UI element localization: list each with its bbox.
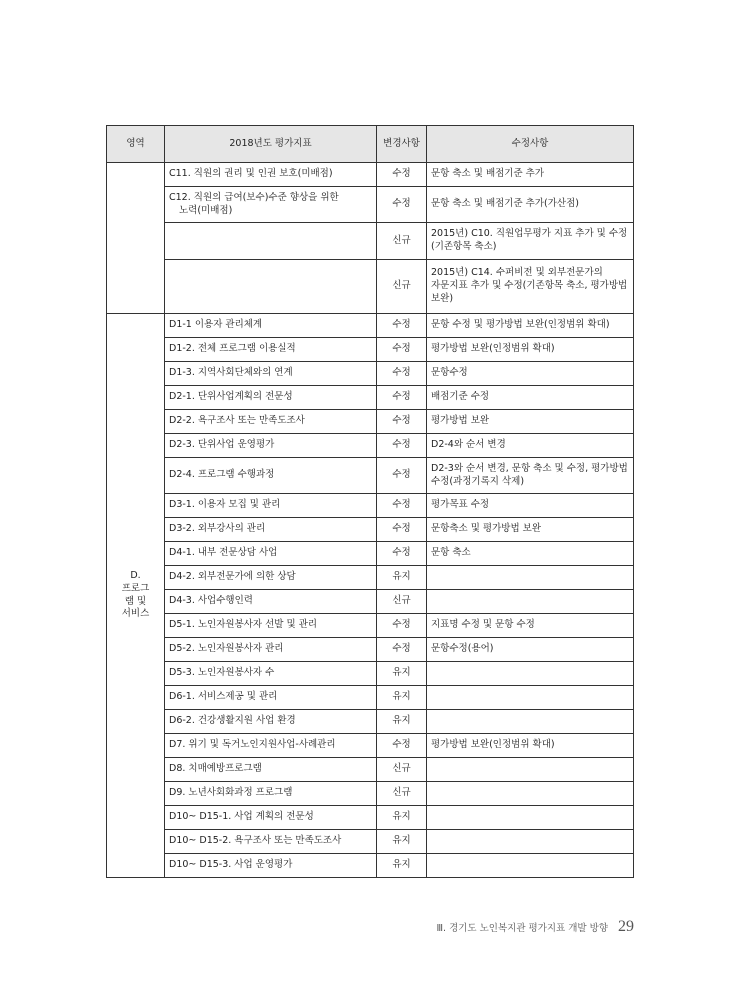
indicator-cell: D5-2. 노인자원봉사자 관리 xyxy=(165,638,377,662)
revision-cell: 문항수정(용어) xyxy=(427,638,634,662)
indicator-cell: D8. 치매예방프로그램 xyxy=(165,758,377,782)
change-cell: 수정 xyxy=(377,458,427,494)
change-cell: 유지 xyxy=(377,854,427,878)
revision-cell: 2015년) C10. 직원업무평가 지표 추가 및 수정(기존항목 축소) xyxy=(427,223,634,260)
table-row xyxy=(107,434,634,458)
revision-cell: 평가목표 수정 xyxy=(427,494,634,518)
area-cell-c xyxy=(107,163,165,314)
change-cell: 유지 xyxy=(377,686,427,710)
revision-cell xyxy=(427,854,634,878)
table-row xyxy=(107,686,634,710)
indicator-cell: D2-3. 단위사업 운영평가 xyxy=(165,434,377,458)
revision-cell xyxy=(427,566,634,590)
revision-cell: 배점기준 수정 xyxy=(427,386,634,410)
change-cell: 수정 xyxy=(377,434,427,458)
indicator-cell: D6-1. 서비스제공 및 관리 xyxy=(165,686,377,710)
table-row xyxy=(107,782,634,806)
table-row xyxy=(107,518,634,542)
header-change: 변경사항 xyxy=(377,126,427,163)
revision-cell: 문항 축소 xyxy=(427,542,634,566)
revision-cell: D2-3와 순서 변경, 문항 축소 및 수정, 평가방법 수정(과정기록지 삭제) xyxy=(427,458,634,494)
revision-cell xyxy=(427,830,634,854)
revision-cell: 문항축소 및 평가방법 보완 xyxy=(427,518,634,542)
header-revision: 수정사항 xyxy=(427,126,634,163)
area-cell-d xyxy=(107,314,165,878)
change-cell: 수정 xyxy=(377,314,427,338)
area-label-line: 서비스 xyxy=(121,608,150,620)
indicator-cell: C11. 직원의 권리 및 인권 보호(미배점) xyxy=(165,163,377,187)
table-row xyxy=(107,734,634,758)
indicator-line-cont: 노력(미배점) xyxy=(179,204,233,216)
change-cell: 신규 xyxy=(377,782,427,806)
table-row xyxy=(107,830,634,854)
change-cell: 수정 xyxy=(377,542,427,566)
change-cell: 수정 xyxy=(377,518,427,542)
revision-cell: 평가방법 보완(인정범위 확대) xyxy=(427,338,634,362)
revision-cell xyxy=(427,662,634,686)
change-cell: 유지 xyxy=(377,566,427,590)
revision-cell: 문항 수정 및 평가방법 보완(인정범위 확대) xyxy=(427,314,634,338)
revision-cell: 평가방법 보완(인정범위 확대) xyxy=(427,734,634,758)
revision-cell xyxy=(427,782,634,806)
table-row xyxy=(107,223,634,260)
indicator-cell: D10~ D15-1. 사업 계획의 전문성 xyxy=(165,806,377,830)
table-row xyxy=(107,458,634,494)
change-cell: 수정 xyxy=(377,410,427,434)
indicator-cell: D6-2. 건강생활지원 사업 환경 xyxy=(165,710,377,734)
indicator-cell: D5-1. 노인자원봉사자 선발 및 관리 xyxy=(165,614,377,638)
indicator-cell: D1-2. 전체 프로그램 이용실적 xyxy=(165,338,377,362)
table-row xyxy=(107,638,634,662)
table-row xyxy=(107,260,634,314)
change-cell: 수정 xyxy=(377,163,427,187)
change-cell: 신규 xyxy=(377,590,427,614)
table-row xyxy=(107,410,634,434)
table-row xyxy=(107,362,634,386)
revision-cell: 문항 축소 및 배점기준 추가 xyxy=(427,163,634,187)
change-cell: 수정 xyxy=(377,494,427,518)
table-header-row xyxy=(107,126,634,163)
indicator-cell: D10~ D15-2. 욕구조사 또는 만족도조사 xyxy=(165,830,377,854)
revision-cell xyxy=(427,590,634,614)
indicator-line: C12. 직원의 급여(보수)수준 향상을 위한 xyxy=(169,191,339,203)
table-row xyxy=(107,187,634,223)
table-row xyxy=(107,758,634,782)
change-cell: 수정 xyxy=(377,386,427,410)
indicator-cell: D2-4. 프로그램 수행과정 xyxy=(165,458,377,494)
change-cell: 유지 xyxy=(377,806,427,830)
indicator-cell xyxy=(165,260,377,314)
table-row xyxy=(107,590,634,614)
change-cell: 유지 xyxy=(377,830,427,854)
indicator-cell: D3-1. 이용자 모집 및 관리 xyxy=(165,494,377,518)
revision-cell: D2-4와 순서 변경 xyxy=(427,434,634,458)
change-cell: 수정 xyxy=(377,187,427,223)
indicator-cell: D9. 노년사회화과정 프로그램 xyxy=(165,782,377,806)
table-row xyxy=(107,614,634,638)
indicator-cell: D5-3. 노인자원봉사자 수 xyxy=(165,662,377,686)
change-cell: 수정 xyxy=(377,338,427,362)
revision-cell xyxy=(427,806,634,830)
area-label-line: 프로그 xyxy=(121,582,150,594)
revision-cell: 문항수정 xyxy=(427,362,634,386)
indicator-cell: D7. 위기 및 독거노인지원사업-사례관리 xyxy=(165,734,377,758)
change-cell: 유지 xyxy=(377,662,427,686)
footer-chapter-title: Ⅲ. 경기도 노인복지관 평가지표 개발 방향 xyxy=(436,923,608,934)
revision-cell: 2015년) C14. 수퍼비전 및 외부전문가의 자문지표 추가 및 수정(기존항목 축소, 평가방법 보완) xyxy=(427,260,634,314)
table-row xyxy=(107,806,634,830)
change-cell: 신규 xyxy=(377,758,427,782)
change-cell: 유지 xyxy=(377,710,427,734)
indicator-cell xyxy=(165,223,377,260)
table-row xyxy=(107,386,634,410)
page-footer xyxy=(436,918,634,936)
change-cell: 수정 xyxy=(377,638,427,662)
revision-cell xyxy=(427,686,634,710)
indicator-cell: D4-1. 내부 전문상담 사업 xyxy=(165,542,377,566)
revision-cell xyxy=(427,710,634,734)
table-row xyxy=(107,854,634,878)
area-label-line: D. xyxy=(130,569,141,581)
header-area: 영역 xyxy=(107,126,165,163)
indicator-cell: D10~ D15-3. 사업 운영평가 xyxy=(165,854,377,878)
indicator-cell xyxy=(165,187,377,223)
revision-cell: 지표명 수정 및 문항 수정 xyxy=(427,614,634,638)
area-label-line: 램 및 xyxy=(124,595,147,607)
table-row xyxy=(107,338,634,362)
change-cell: 수정 xyxy=(377,614,427,638)
revision-cell xyxy=(427,758,634,782)
table-row xyxy=(107,710,634,734)
indicator-cell: D4-3. 사업수행인력 xyxy=(165,590,377,614)
change-cell: 신규 xyxy=(377,223,427,260)
page-number: 29 xyxy=(618,918,634,935)
change-cell: 수정 xyxy=(377,362,427,386)
header-indicator: 2018년도 평가지표 xyxy=(165,126,377,163)
indicator-cell: D4-2. 외부전문가에 의한 상담 xyxy=(165,566,377,590)
indicator-cell: D2-2. 욕구조사 또는 만족도조사 xyxy=(165,410,377,434)
indicator-cell: D3-2. 외부강사의 관리 xyxy=(165,518,377,542)
change-cell: 수정 xyxy=(377,734,427,758)
revision-cell: 평가방법 보완 xyxy=(427,410,634,434)
table-row xyxy=(107,314,634,338)
indicator-cell: D1-3. 지역사회단체와의 연계 xyxy=(165,362,377,386)
indicator-table xyxy=(106,125,634,878)
indicator-cell: D2-1. 단위사업계획의 전문성 xyxy=(165,386,377,410)
revision-cell: 문항 축소 및 배점기준 추가(가산점) xyxy=(427,187,634,223)
table-row xyxy=(107,566,634,590)
indicator-cell: D1-1 이용자 관리체계 xyxy=(165,314,377,338)
table-row xyxy=(107,662,634,686)
table-row xyxy=(107,163,634,187)
table-row xyxy=(107,542,634,566)
change-cell: 신규 xyxy=(377,260,427,314)
table-row xyxy=(107,494,634,518)
